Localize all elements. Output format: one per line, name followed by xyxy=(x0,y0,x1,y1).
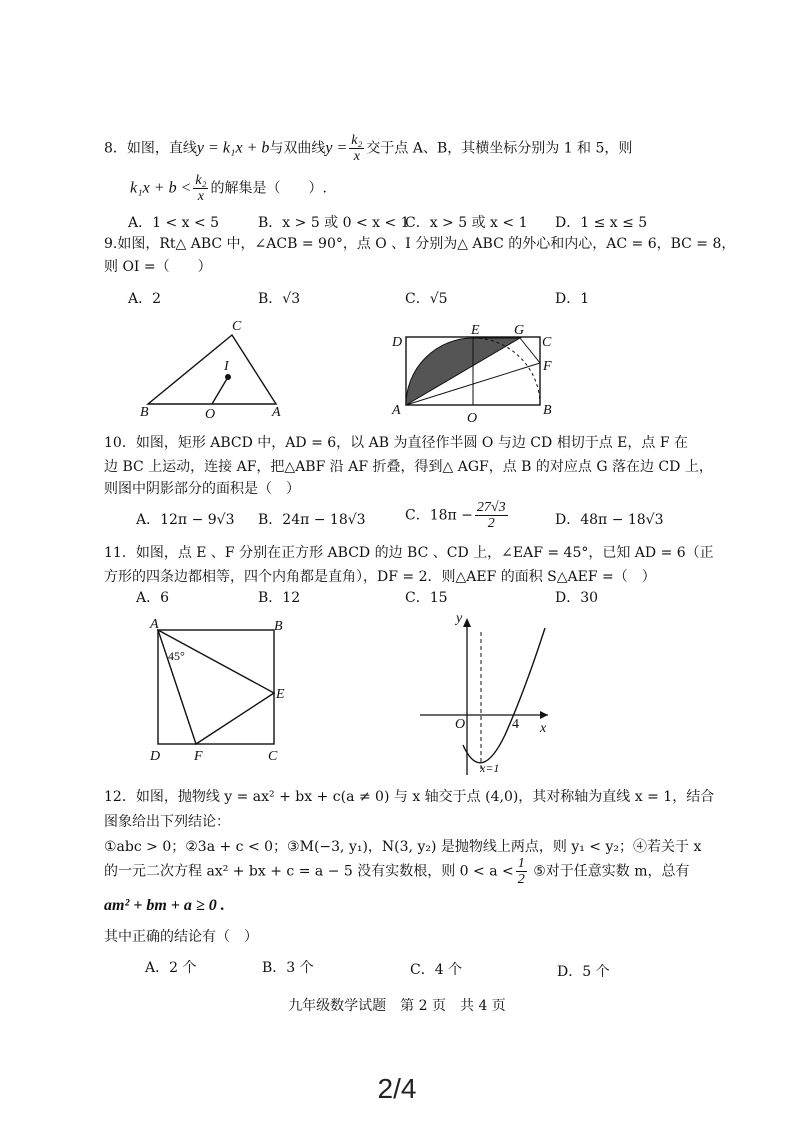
q11-option-d[interactable]: D．30 xyxy=(555,590,599,606)
svg-text:B: B xyxy=(140,405,149,420)
page-indicator: 2/4 xyxy=(377,1073,417,1104)
svg-text:C: C xyxy=(268,749,278,764)
q9-option-d[interactable]: D．1 xyxy=(555,291,590,307)
q10-line3: 则图中阴影部分的面积是（ ） xyxy=(104,481,300,497)
svg-text:D: D xyxy=(392,335,403,350)
svg-text:x=1: x=1 xyxy=(480,761,500,775)
q9-line2: 则 OI =（ ） xyxy=(104,259,212,275)
svg-text:A: A xyxy=(272,405,281,420)
svg-text:I: I xyxy=(224,359,229,374)
svg-text:D: D xyxy=(150,749,161,764)
svg-text:O: O xyxy=(205,407,216,422)
q10-line2: 边 BC 上运动，连接 AF，把△ABF 沿 AF 折叠，得到△ AGF，点 B 的对应点 G 落在边 CD 上， xyxy=(104,459,713,475)
q10-option-b[interactable]: B．24π − 18√3 xyxy=(258,512,366,528)
svg-text:F: F xyxy=(543,359,552,374)
q12-line1: 12．如图，抛物线 y = ax² + bx + c(a ≠ 0) 与 x 轴交于点 (4,0)，其对称轴为直线 x = 1，结合 xyxy=(104,789,715,805)
q10-line1: 10．如图，矩形 ABCD 中，AD = 6，以 AB 为直径作半圆 O 与边 CD 相切于点 E，点 F 在 xyxy=(104,435,688,451)
q11-option-a[interactable]: A．6 xyxy=(136,590,170,606)
q8-line1: 8．如图，直线y = k₁x + b与双曲线y = $\frac{\text{k₂}}{x}$ 交于点 A、B，其横坐标分别为 1 和 5，则 xyxy=(104,133,633,164)
q12-line4: 的一元二次方程 ax² + bx + c = a − 5 没有实数根，则 0 < a < $\frac{1}{2}$ ⑤对于任意实数 m，总有 xyxy=(104,856,690,887)
q9-option-b[interactable]: B．√3 xyxy=(258,291,301,307)
q11-line1: 11．如图，点 E 、F 分别在正方形 ABCD 的边 BC 、CD 上，∠EAF = 45°，已知 AD = 6（正 xyxy=(104,545,714,561)
svg-text:B: B xyxy=(274,619,283,634)
q12-line5: am² + bm + a ≥ 0 . xyxy=(104,897,225,914)
q12-option-c[interactable]: C．4 个 xyxy=(410,962,463,978)
q11-line2: 方形的四条边都相等，四个内角都是直角），DF = 2．则△AEF 的面积 S△AEF =（ ） xyxy=(104,569,656,585)
svg-text:x: x xyxy=(540,721,547,736)
svg-text:E: E xyxy=(276,687,285,702)
q12-line2: 图象给出下列结论： xyxy=(104,814,230,830)
q10-option-c[interactable]: C．18π − $\frac{27√3}{2}$ xyxy=(405,500,506,531)
svg-text:45°: 45° xyxy=(168,649,185,663)
svg-text:y: y xyxy=(456,611,463,626)
svg-text:B: B xyxy=(543,403,552,418)
q11-option-b[interactable]: B．12 xyxy=(258,590,301,606)
svg-text:C: C xyxy=(232,319,242,334)
svg-text:A: A xyxy=(392,403,401,418)
svg-text:G: G xyxy=(514,323,525,338)
svg-text:4: 4 xyxy=(512,717,519,732)
q10-option-d[interactable]: D．48π − 18√3 xyxy=(555,512,664,528)
q12-option-d[interactable]: D．5 个 xyxy=(557,964,610,980)
q9-line1: 9.如图，Rt△ ABC 中，∠ACB = 90°，点 O 、I 分别为△ ABC 的外心和内心，AC = 6，BC = 8， xyxy=(104,236,736,252)
q8-line2: k₁x + b < $\frac{\text{k₂}}{x}$ 的解集是（ ）. xyxy=(130,173,327,204)
q11-option-c[interactable]: C．15 xyxy=(405,590,448,606)
page-footer: 九年级数学试题 第 2 页 共 4 页 xyxy=(288,998,506,1014)
q12-option-b[interactable]: B．3 个 xyxy=(262,960,314,976)
q8-option-a[interactable]: A．1 < x < 5 xyxy=(128,215,220,231)
svg-text:O: O xyxy=(455,717,466,732)
svg-text:E: E xyxy=(471,323,480,338)
svg-text:A: A xyxy=(150,617,159,632)
q9-option-a[interactable]: A．2 xyxy=(128,291,162,307)
q12-line3: ①abc > 0；②3a + c < 0；③M(−3, y₁)，N(3, y₂) 是抛物线上两点，则 y₁ < y₂；④若关于 x xyxy=(104,839,702,855)
q8-option-d[interactable]: D．1 ≤ x ≤ 5 xyxy=(555,215,648,231)
q10-option-a[interactable]: A．12π − 9√3 xyxy=(136,512,235,528)
q12-option-a[interactable]: A．2 个 xyxy=(145,960,197,976)
q8-option-b[interactable]: B．x > 5 或 0 < x < 1 xyxy=(258,215,410,231)
q9-option-c[interactable]: C．√5 xyxy=(405,291,448,307)
svg-text:C: C xyxy=(542,335,552,350)
svg-text:O: O xyxy=(467,411,478,426)
q8-option-c[interactable]: C．x > 5 或 x < 1 xyxy=(405,215,528,231)
q12-line6: 其中正确的结论有（ ） xyxy=(104,929,258,945)
svg-text:F: F xyxy=(194,749,203,764)
